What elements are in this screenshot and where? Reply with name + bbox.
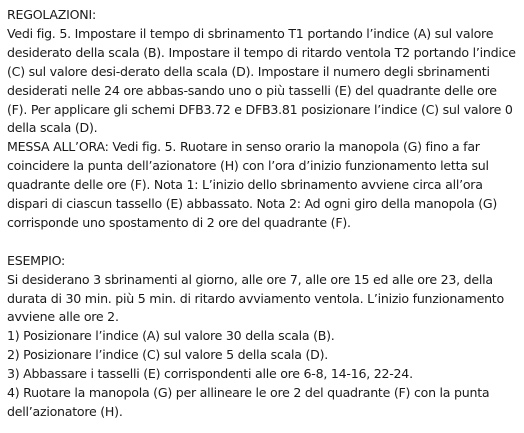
esempio-step-1: 1) Posizionare l’indice (A) sul valore 30 della scala (B).	[7, 328, 335, 344]
regolazioni-body: Vedi fig. 5. Impostare il tempo di sbrinamento T1 portando l’indice (A) sul valore desiderato della scala (B). Impostare il tempo di ritardo ventola T2 portando l’indice (C) sul valore desi-derato della scala (D). Impostare il numero degli sbrinamenti desiderati nelle 24 ore abbas-sando uno o più tasselli (E) del quadrante delle ore (F). Per applicare gli schemi DFB3.72 e DFB3.81 posizionare l’indice (C) sul valore 0 della scala (D).	[7, 25, 516, 136]
esempio-heading: ESEMPIO:	[7, 252, 66, 268]
section-spacer	[7, 233, 516, 252]
regolazioni-heading: REGOLAZIONI:	[7, 7, 96, 22]
messa-all-ora-paragraph: MESSA ALL’ORA: Vedi fig. 5. Ruotare in senso orario la manopola (G) fino a far coincidere la punta dell’azionatore (H) con l’ora d’inizio funzionamento letta sul quadrante delle ore (F). Nota 1: L’inizio dello sbrinamento avviene circa all’ora dispari di ciascun tassello (E) abbassato. Nota 2: Ad ogni giro della manopola (G) corrisponde uno spostamento di 2 ore del quadrante (F).	[7, 139, 498, 230]
esempio-step-3: 3) Abbassare i tasselli (E) corrispondenti alle ore 6-8, 14-16, 22-24.	[7, 366, 413, 382]
esempio-step-2: 2) Posizionare l’indice (C) sul valore 5 della scala (D).	[7, 347, 329, 363]
esempio-step-4: 4) Ruotare la manopola (G) per allineare le ore 2 del quadrante (F) con la punta dell’azionatore (H).	[7, 385, 490, 420]
esempio-intro: Si desiderano 3 sbrinamenti al giorno, alle ore 7, alle ore 15 ed alle ore 23, della durata di 30 min. più 5 min. di ritardo avviamento ventola. L’inizio funzionamento avviene alle ore 2.	[7, 271, 504, 325]
